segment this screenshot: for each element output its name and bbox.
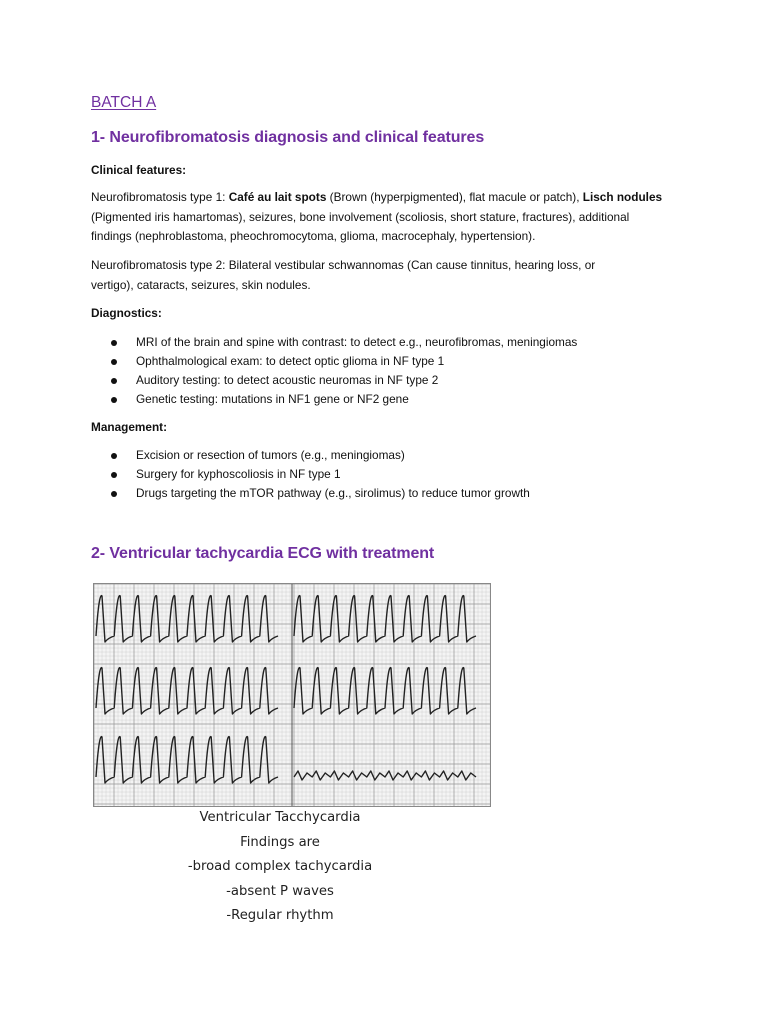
section2-heading: 2- Ventricular tachycardia ECG with treatment bbox=[91, 545, 435, 562]
nf1-lisch-desc: (Pigmented iris hamartomas), seizures, bone involvement (scoliosis, short stature, fractures), additional findings (nephroblastoma, pheochromocytoma, glioma, macrocephaly, hypertension). bbox=[91, 209, 630, 243]
ecg-trace-v6 bbox=[294, 771, 476, 780]
caption-line: -broad complex tachycardia bbox=[187, 859, 373, 874]
management-list bbox=[91, 446, 530, 503]
caption-line: Ventricular Tacchycardia bbox=[199, 810, 361, 825]
clinical-features-label: Clinical features: bbox=[91, 163, 187, 177]
ecg-trace-v5 bbox=[294, 668, 476, 714]
ecg-trace-v4 bbox=[294, 596, 476, 642]
list-item: Genetic testing: mutations in NF1 gene or NF2 gene bbox=[91, 390, 577, 409]
list-item: Drugs targeting the mTOR pathway (e.g., sirolimus) to reduce tumor growth bbox=[91, 484, 530, 503]
ecg-trace-i bbox=[96, 596, 278, 642]
bullet-icon bbox=[111, 340, 117, 346]
nf1-paragraph bbox=[91, 188, 671, 247]
bullet-icon bbox=[111, 472, 117, 478]
list-item: Auditory testing: to detect acoustic neuromas in NF type 2 bbox=[91, 371, 577, 390]
ecg-trace-graphic bbox=[94, 584, 490, 806]
bullet-icon bbox=[111, 453, 117, 459]
nf1-lisch: Lisch nodules bbox=[582, 190, 663, 204]
bullet-icon bbox=[111, 378, 117, 384]
diagnostics-list bbox=[91, 333, 577, 409]
caption-line: Findings are bbox=[240, 834, 320, 850]
bullet-icon bbox=[111, 397, 117, 403]
section1-heading: 1- Neurofibromatosis diagnosis and clinical features bbox=[91, 129, 485, 146]
caption-line: -Regular rhythm bbox=[226, 908, 334, 923]
bullet-icon bbox=[111, 491, 117, 497]
ecg-caption bbox=[150, 806, 410, 929]
diagnostics-label: Diagnostics: bbox=[91, 306, 162, 320]
list-item: Excision or resection of tumors (e.g., meningiomas) bbox=[91, 446, 530, 465]
ecg-trace-ii bbox=[96, 668, 278, 714]
nf2-paragraph: Neurofibromatosis type 2: Bilateral vestibular schwannomas (Can cause tinnitus, hearing loss, or vertigo), cataracts, seizures, skin nodules. bbox=[91, 258, 596, 292]
nf1-cafe-desc: (Brown (hyperpigmented), flat macule or patch), bbox=[326, 190, 583, 204]
ecg-image bbox=[93, 583, 491, 807]
nf1-cafe: Café au lait spots bbox=[228, 190, 327, 204]
list-item: Ophthalmological exam: to detect optic glioma in NF type 1 bbox=[91, 352, 577, 371]
list-item: MRI of the brain and spine with contrast: to detect e.g., neurofibromas, meningiomas bbox=[91, 333, 577, 352]
bullet-icon bbox=[111, 359, 117, 365]
list-item: Surgery for kyphoscoliosis in NF type 1 bbox=[91, 465, 530, 484]
management-label: Management: bbox=[91, 420, 168, 434]
batch-title: BATCH A bbox=[91, 94, 157, 111]
caption-line: -absent P waves bbox=[226, 883, 334, 899]
nf1-lead: Neurofibromatosis type 1: bbox=[91, 190, 229, 204]
